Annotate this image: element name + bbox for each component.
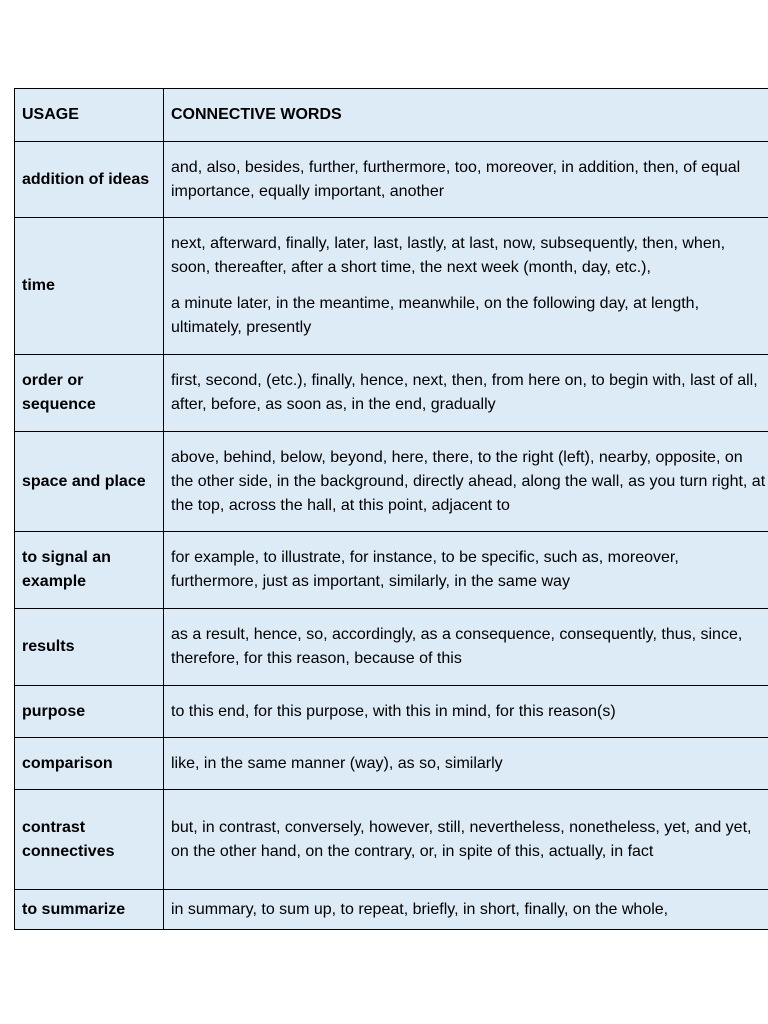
connective-words-text: like, in the same manner (way), as so, similarly bbox=[171, 754, 503, 772]
connective-words-text: to this end, for this purpose, with this in mind, for this reason(s) bbox=[171, 702, 616, 720]
table-row bbox=[15, 532, 768, 609]
connective-words-cell bbox=[164, 432, 768, 532]
usage-cell: to signal an example bbox=[15, 532, 164, 609]
connective-words-column-header: CONNECTIVE WORDS bbox=[164, 89, 768, 142]
table-row bbox=[15, 355, 768, 432]
connective-words-cell bbox=[164, 218, 768, 355]
table-row bbox=[15, 686, 768, 738]
usage-cell: contrast connectives bbox=[15, 790, 164, 890]
table-row bbox=[15, 890, 768, 930]
usage-cell: results bbox=[15, 609, 164, 686]
connective-words-table bbox=[14, 88, 768, 930]
table-row bbox=[15, 142, 768, 218]
connective-words-text: first, second, (etc.), finally, hence, next, then, from here on, to begin with, last of all, after, before, as soon as, in the end, gradually bbox=[171, 372, 758, 413]
usage-cell: comparison bbox=[15, 738, 164, 790]
usage-cell: purpose bbox=[15, 686, 164, 738]
connective-words-cell bbox=[164, 142, 768, 218]
usage-column-header: USAGE bbox=[15, 89, 164, 142]
connective-words-text: and, also, besides, further, furthermore, too, moreover, in addition, then, of equal importance, equally important, another bbox=[171, 158, 741, 200]
table-row bbox=[15, 609, 768, 686]
table-header-row bbox=[15, 89, 768, 142]
usage-cell: space and place bbox=[15, 432, 164, 532]
table-row bbox=[15, 790, 768, 890]
usage-cell: order or sequence bbox=[15, 355, 164, 432]
connective-words-text: as a result, hence, so, accordingly, as a consequence, consequently, thus, since, therefore, for this reason, because of this bbox=[171, 626, 743, 667]
connective-words-table-container bbox=[14, 88, 768, 930]
usage-cell: to summarize bbox=[15, 890, 164, 930]
connective-words-text: but, in contrast, conversely, however, still, nevertheless, nonetheless, yet, and yet, on the other hand, on the contrary, or, in spite of this, actually, in fact bbox=[171, 818, 752, 860]
connective-words-text: a minute later, in the meantime, meanwhile, on the following day, at length, ultimately, presently bbox=[171, 295, 700, 336]
table-row bbox=[15, 218, 768, 355]
connective-words-text: next, afterward, finally, later, last, lastly, at last, now, subsequently, then, when, soon, thereafter, after a short time, the next week (month, day, etc.), bbox=[171, 235, 726, 276]
connective-words-cell bbox=[164, 890, 768, 930]
table-row bbox=[15, 432, 768, 532]
connective-words-cell bbox=[164, 355, 768, 432]
connective-words-cell bbox=[164, 609, 768, 686]
connective-words-cell bbox=[164, 686, 768, 738]
connective-words-text: in summary, to sum up, to repeat, briefly, in short, finally, on the whole, bbox=[171, 900, 669, 918]
usage-cell: time bbox=[15, 218, 164, 355]
usage-cell: addition of ideas bbox=[15, 142, 164, 218]
connective-words-cell bbox=[164, 738, 768, 790]
connective-words-text: for example, to illustrate, for instance, to be specific, such as, moreover, furthermore, just as important, similarly, in the same way bbox=[171, 549, 679, 590]
table-row bbox=[15, 738, 768, 790]
connective-words-text: above, behind, below, beyond, here, there, to the right (left), nearby, opposite, on the other side, in the background, directly ahead, along the wall, as you turn right, at the top, across the hall, at this point, adjacent to bbox=[171, 448, 766, 514]
connective-words-cell bbox=[164, 790, 768, 890]
connective-words-cell bbox=[164, 532, 768, 609]
